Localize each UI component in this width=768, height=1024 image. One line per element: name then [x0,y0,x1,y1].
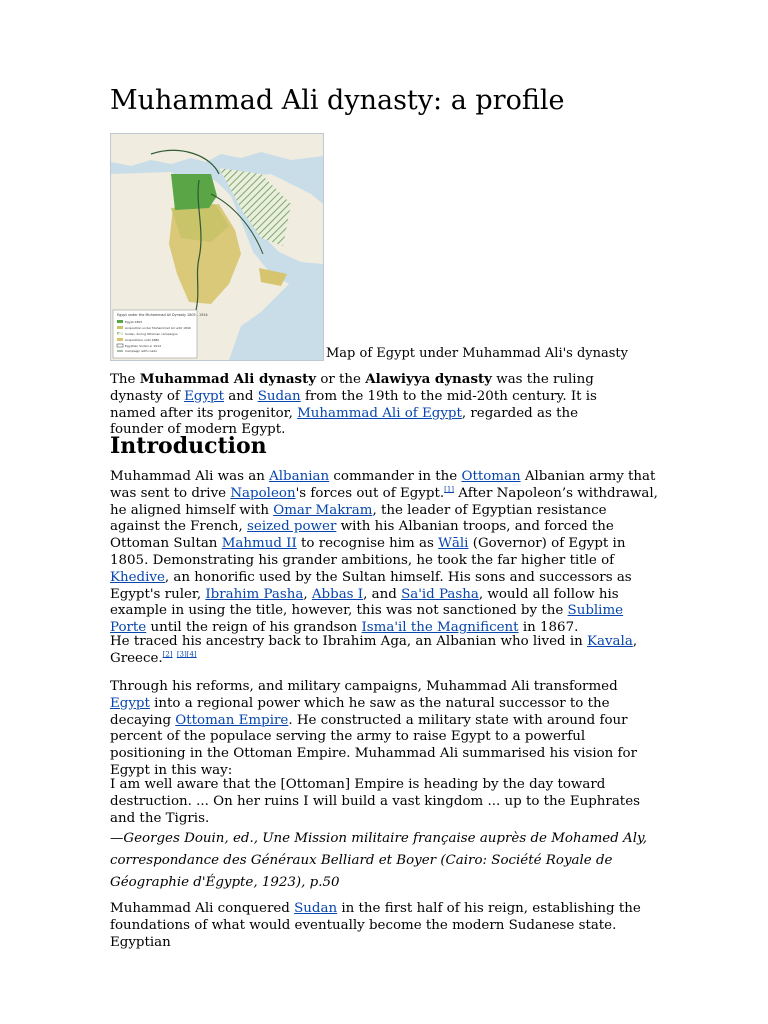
reference-3[interactable]: [3] [176,650,187,659]
blockquote: I am well aware that the [Ottoman] Empire is heading by the day toward destruction. ... On her ruins I will build a vast kingdom ... up to the Euphrates and the Tigris. [110,777,640,826]
link-said-pasha[interactable]: Sa'id Pasha [401,586,479,602]
link-ismail-the-magnificent[interactable]: Isma'il the Magnificent [361,620,519,636]
link-ottoman-empire[interactable]: Ottoman Empire [175,712,289,728]
quote-citation: —Georges Douin, ed., Une Mission militaire française auprès de Mohamed Aly, correspondance des Généraux Belliard et Boyer (Cairo: Société Royale de Géographie d'Égypte, 1923), p.50 [110,831,648,890]
link-egypt[interactable]: Egypt [184,388,224,404]
map-legend-item: Sudan, during Ottoman campaigns [125,332,178,336]
link-ottoman[interactable]: Ottoman [461,469,521,484]
egypt-region [171,174,217,210]
map-image [110,133,324,361]
link-sudan[interactable]: Sudan [257,388,301,404]
link-omar-makram[interactable]: Omar Makram [273,502,373,518]
link-wali[interactable]: Wāli [438,536,469,552]
reference-2[interactable]: [2] [162,650,173,659]
map-legend-item: Acquisitions until 1880 [125,338,160,342]
map-legend-item: Campaign with roads [125,349,157,353]
link-egypt-2[interactable]: Egypt [110,695,150,711]
dynasty-name: Muhammad Ali dynasty [139,371,317,387]
link-ibrahim-pasha[interactable]: Ibrahim Pasha [205,586,304,602]
map-legend-item: Egyptian Sudan in 1914 [125,344,161,348]
map-graphic [111,134,323,360]
dynasty-alt-name: Alawiyya dynasty [365,371,492,387]
section-heading-introduction: Introduction [110,433,267,459]
reference-1[interactable]: [1] [444,485,455,494]
intro-paragraph: The Muhammad Ali dynasty or the Alawiyya dynasty was the ruling dynasty of Egypt and Sudan from the 19th to the mid-20th century. It is named after its progenitor, Muhammad Ali of Egypt, regarded as the founder of modern Egypt. [110,371,597,438]
reference-4[interactable]: [4] [186,650,197,659]
link-albanian[interactable]: Albanian [269,469,330,484]
link-napoleon[interactable]: Napoleon [230,485,296,501]
link-kavala[interactable]: Kavala [587,634,633,649]
paragraph-sudan: Muhammad Ali conquered Sudan in the first half of his reign, establishing the foundations of what would eventually become the modern Sudanese state. Egyptian [110,901,641,950]
link-abbas-i[interactable]: Abbas I [311,586,364,602]
paragraph-introduction: Muhammad Ali was an Albanian commander in the Ottoman Albanian army that was sent to drive Napoleon's forces out of Egypt.[1] After Napoleon’s withdrawal, he aligned himself with Omar Makram, the leader of Egyptian resistance against the French, seized power with his Albanian troops, and forced the Ottoman Sultan Mahmud II to recognise him as Wāli (Governor) of Egypt in 1805. Demonstrating his grander ambitions, he took the far higher title of Khedive, an honorific used by the Sultan himself. His sons and successors as Egypt's ruler, Ibrahim Pasha, Abbas I, and Sa'id Pasha, would all follow his example in using the title, however, this was not sanctioned by the Sublime Porte until the reign of his grandson Isma'il the Magnificent in 1867. [110,469,658,636]
link-seized-power[interactable]: seized power [247,519,337,535]
map-legend-item: Acquisition under Muhammad Ali until 1840 [125,326,191,330]
paragraph-reforms: Through his reforms, and military campaigns, Muhammad Ali transformed Egypt into a regional power which he saw as the natural successor to the decaying Ottoman Empire. He constructed a military state with around four percent of the populace serving the army to raise Egypt to a powerful positioning in the Ottoman Empire. Muhammad Ali summarised his vision for Egypt in this way: [110,679,637,778]
link-sublime-porte[interactable]: Sublime Porte [110,603,624,636]
link-sudan-2[interactable]: Sudan [294,901,338,916]
map-caption: Map of Egypt under Muhammad Ali's dynasty [326,346,629,361]
link-mahmud-ii[interactable]: Mahmud II [221,536,297,552]
map-legend-item: Egypt 1805 [125,320,143,324]
paragraph-ancestry: He traced his ancestry back to Ibrahim Aga, an Albanian who lived in Kavala, Greece.[2] [3][4] [110,634,638,666]
link-muhammad-ali-of-egypt[interactable]: Muhammad Ali of Egypt [297,405,462,421]
page-title: Muhammad Ali dynasty: a profile [110,85,565,116]
map-legend-title: Egypt under the Muhammad Ali Dynasty 1805 - 1914 [117,313,208,317]
link-khedive[interactable]: Khedive [110,569,165,585]
